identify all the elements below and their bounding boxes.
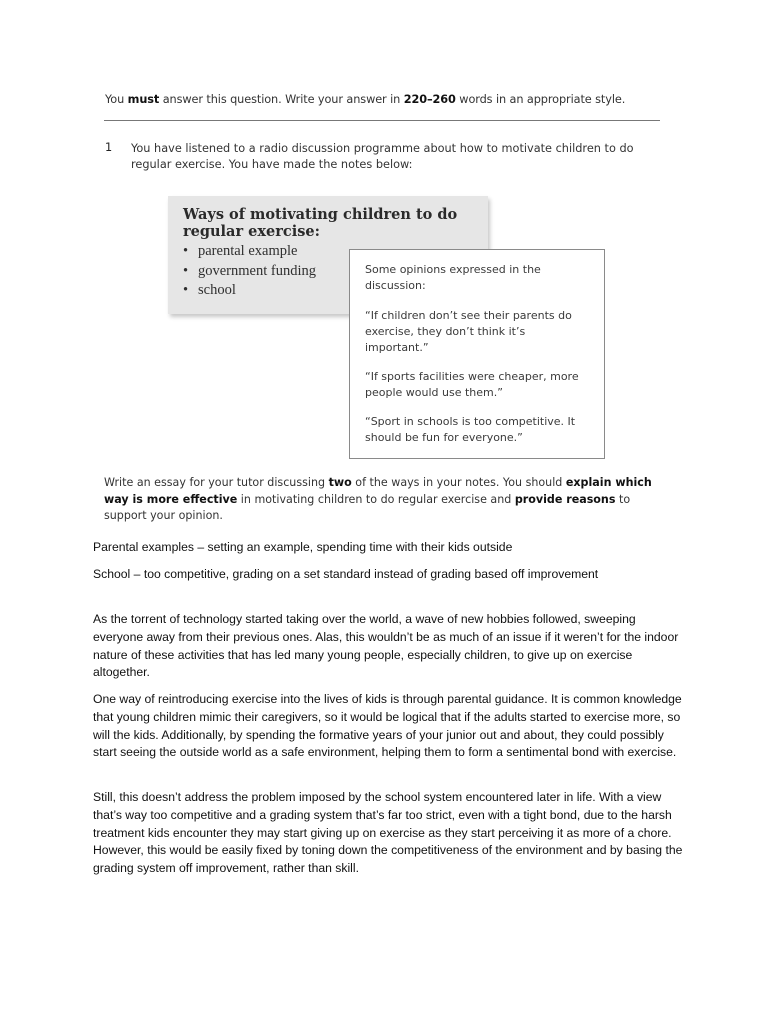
note-line: School – too competitive, grading on a set standard instead of grading based off improvement	[93, 567, 599, 581]
essay-paragraph: One way of reintroducing exercise into the lives of kids is through parental guidance. It is common knowledge that young children mimic their caregivers, so it would be logical that if the adults started to exercise more, so will the kids. Additionally, by spending the formative years of your junior out and about, they could possibly start seeing the outside world as a safe environment, helping them to form a sentimental bond with exercise.	[93, 692, 682, 760]
task-emphasis: provide reasons	[514, 492, 616, 506]
task-emphasis: explain which way is more effective	[104, 476, 652, 506]
notes-title: Ways of motivating children to do regular exercise:	[183, 206, 458, 240]
instruction-emphasis: must	[127, 93, 160, 106]
task-text: to support your opinion.	[104, 492, 631, 522]
exam-instruction	[105, 93, 665, 106]
opinions-heading: Some opinions expressed in the discussion:	[365, 263, 541, 292]
notes-item: • government funding	[183, 262, 316, 282]
notes-list	[183, 242, 316, 301]
essay-paragraph: Still, this doesn’t address the problem imposed by the school system encountered later in life. With a view that’s way too competitive and a grading system that’s far too strict, even with a tight bond, due to the harsh treatment kids encounter they may start giving up on exercise as they start perceiving it as more of a chore. However, this would be easily fixed by toning down the competitiveness of the environment and by basing the grading system off improvement, rather than skill.	[93, 790, 683, 876]
question-number: 1	[105, 141, 113, 154]
opinions-box	[349, 249, 605, 459]
instruction-text: answer this question. Write your answer in	[159, 93, 404, 106]
opinion-quote: “If sports facilities were cheaper, more people would use them.”	[365, 370, 579, 399]
divider	[104, 120, 660, 121]
notes-item: • parental example	[183, 242, 316, 262]
instruction-text: You	[105, 93, 128, 106]
task-emphasis: two	[328, 476, 352, 489]
essay-paragraph: As the torrent of technology started taking over the world, a wave of new hobbies followed, sweeping everyone away from their previous ones. Alas, this wouldn’t be as much of an issue if it weren’t for the indoor nature of these activities that has led many young people, especially children, to give up on exercise altogether.	[93, 612, 679, 680]
note-line: Parental examples – setting an example, spending time with their kids outside	[93, 540, 513, 554]
instruction-text: words in an appropriate style.	[455, 93, 626, 106]
task-text: Write an essay for your tutor discussing	[104, 476, 329, 489]
opinion-quote: “If children don’t see their parents do exercise, they don’t think it’s important.”	[365, 309, 572, 354]
task-text: of the ways in your notes. You should	[351, 476, 566, 489]
question-text: You have listened to a radio discussion programme about how to motivate children to do regular exercise. You have made the notes below:	[131, 142, 634, 171]
essay-task	[104, 475, 664, 525]
opinion-quote: “Sport in schools is too competitive. It should be fun for everyone.”	[365, 415, 576, 444]
task-text: in motivating children to do regular exercise and	[237, 492, 515, 506]
notes-item: • school	[183, 281, 316, 301]
word-range: 220–260	[403, 93, 456, 106]
